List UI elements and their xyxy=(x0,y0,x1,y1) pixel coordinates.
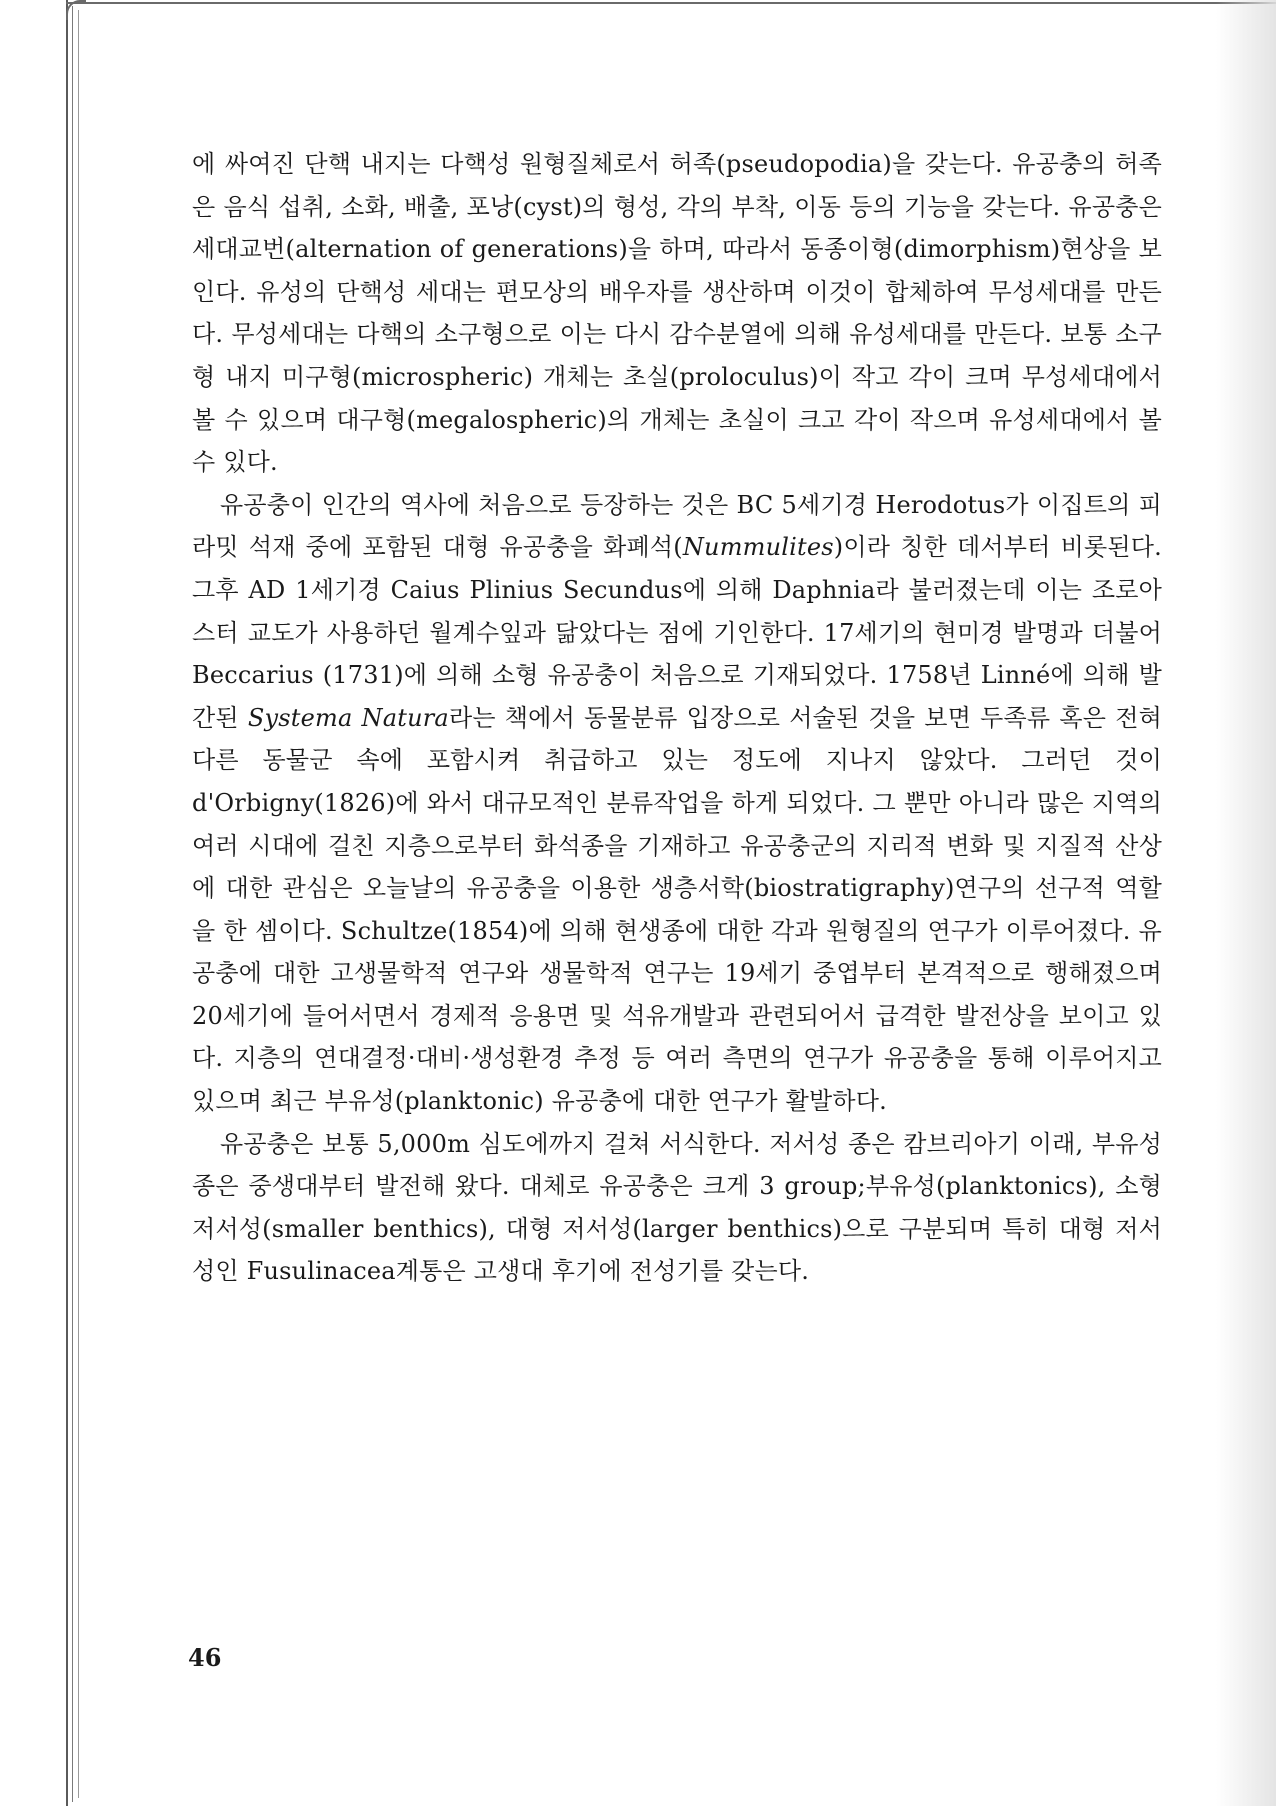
paragraph-3 xyxy=(192,1123,1162,1293)
paragraph-1-text: 에 싸여진 단핵 내지는 다핵성 원형질체로서 허족(pseudopodia)을 갖는다. 유공충의 허족은 음식 섭취, 소화, 배출, 포낭(cyst)의 형성, 각의 부착, 이동 등의 기능을 갖는다. 유공충은 세대교번(alternation of generations)을 하며, 따라서 동종이형(dimorphism)현상을 보인다. 유성의 단핵성 세대는 편모상의 배우자를 생산하며 이것이 합체하여 무성세대를 만든다. 무성세대는 다핵의 소구형으로 이는 다시 감수분열에 의해 유성세대를 만든다. 보통 소구형 내지 미구형(microspheric) 개체는 초실(proloculus)이 작고 각이 크며 무성세대에서 볼 수 있으며 대구형(megalospheric)의 개체는 초실이 크고 각이 작으며 유성세대에서 볼 수 있다. xyxy=(192,150,1162,477)
page-edge-left-inner xyxy=(72,6,73,1802)
paragraph-2-text-b: )이라 칭한 데서부터 비롯된다. 그후 AD 1세기경 Caius Plinius Secundus에 의해 Daphnia라 불러졌는데 이는 조로아스터 교도가 사용하던 월계수잎과 닮았다는 점에 기인한다. 17세기의 현미경 발명과 더불어 Beccarius (1731)에 의해 소형 유공충이 처음으로 기재되었다. 1758년 Linné에 의해 발간된 xyxy=(192,533,1162,732)
paragraph-2-text-a: 유공충이 인간의 역사에 처음으로 등장하는 것은 BC 5세기경 Herodotus가 이집트의 피라밋 석재 중에 포함된 대형 유공충을 화폐석( xyxy=(192,490,1162,562)
page-number: 46 xyxy=(188,1643,222,1672)
page-edge-shadow xyxy=(1216,0,1276,1806)
paragraph-2-text-c: 라는 책에서 동물분류 입장으로 서술된 것을 보면 두족류 혹은 전혀 다른 동물군 속에 포함시켜 취급하고 있는 정도에 지나지 않았다. 그러던 것이 d'Orbigny(1826)에 와서 대규모적인 분류작업을 하게 되었다. 그 뿐만 아니라 많은 지역의 여러 시대에 걸친 지층으로부터 화석종을 기재하고 유공충군의 지리적 변화 및 지질적 산상에 대한 관심은 오늘날의 유공충을 이용한 생층서학(biostratigraphy)연구의 선구적 역할을 한 셈이다. Schultze(1854)에 의해 현생종에 대한 각과 원형질의 연구가 이루어졌다. 유공충에 대한 고생물학적 연구와 생물학적 연구는 19세기 중엽부터 본격적으로 행해졌으며 20세기에 들어서면서 경제적 응용면 및 석유개발과 관련되어서 급격한 발전상을 보이고 있다. 지층의 연대결정·대비·생성환경 추정 등 여러 측면의 연구가 유공충을 통해 이루어지고 있으며 최근 부유성(planktonic) 유공충에 대한 연구가 활발하다. xyxy=(192,703,1162,1116)
page-edge-left-innermost xyxy=(78,10,79,1798)
page-edge-left xyxy=(66,0,68,1806)
page-edge-top xyxy=(66,2,1276,4)
paragraph-3-text: 유공충은 보통 5,000m 심도에까지 걸쳐 서식한다. 저서성 종은 캄브리아기 이래, 부유성 종은 중생대부터 발전해 왔다. 대체로 유공충은 크게 3 group;부유성(planktonics), 소형 저서성(smaller benthics), 대형 저서성(larger benthics)으로 구분되며 특히 대형 저서성인 Fusulinacea계통은 고생대 후기에 전성기를 갖는다. xyxy=(192,1129,1162,1286)
paragraph-2 xyxy=(192,484,1162,1123)
paragraph-1 xyxy=(192,143,1162,484)
genus-name-italic: Nummulites xyxy=(682,533,834,562)
body-text xyxy=(192,143,1162,1293)
book-title-italic: Systema Natura xyxy=(247,703,449,732)
